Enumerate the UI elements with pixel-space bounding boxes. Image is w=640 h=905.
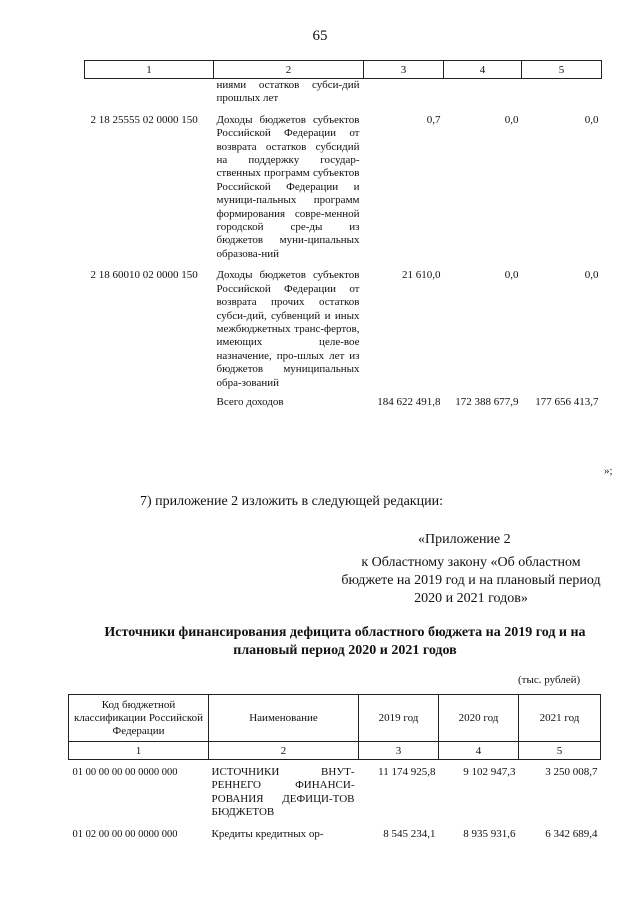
row-value-2019: 21 610,0 [402, 269, 441, 282]
row-name: Доходы бюджетов субъектов Российской Федерации от возврата прочих остатков субси-дий, субвенций и иных межбюджетных транс-фертов, имеющих целе-вое назначение, про-шлых лет из бюджетов муниципальных обра-зований [216, 269, 360, 389]
amendment-item: 7) приложение 2 изложить в следующей редакции: [140, 494, 443, 509]
page-number: 65 [312, 28, 328, 44]
row-value-2020: 172 388 677,9 [455, 395, 519, 408]
table-row [85, 79, 602, 106]
row-value-2021 [522, 79, 602, 106]
row-name: Кредиты кредитных ор- [211, 827, 324, 840]
row-value-2019 [364, 79, 444, 106]
row-value-2019: 8 545 234,1 [383, 827, 436, 840]
header-code: Код бюджетной классификации Российской Федерации [69, 695, 209, 742]
closing-quote: »; [604, 465, 613, 477]
row-value-2021: 6 342 689,4 [545, 827, 598, 840]
row-value-2019: 11 174 925,8 [378, 766, 436, 778]
sources-table [68, 694, 601, 841]
column-number: 3 [364, 61, 444, 79]
row-value-2020: 9 102 947,3 [463, 766, 516, 778]
column-number: 5 [522, 61, 602, 79]
column-number: 3 [359, 742, 439, 760]
income-table [84, 60, 602, 409]
table-row [69, 760, 601, 820]
row-value-2019: 184 622 491,8 [377, 395, 441, 408]
table-row [69, 820, 601, 841]
header-name: Наименование [209, 695, 359, 742]
row-value-2021: 0,0 [584, 269, 599, 282]
row-code [85, 390, 214, 409]
units-label: (тыс. рублей) [518, 674, 581, 686]
column-number: 4 [444, 61, 522, 79]
row-code: 2 18 60010 02 0000 150 [90, 269, 198, 282]
column-number: 4 [439, 742, 519, 760]
row-value-2020: 8 935 931,6 [463, 827, 516, 840]
row-name: ниями остатков субси-дий прошлых лет [216, 79, 360, 105]
row-value-2021: 0,0 [584, 113, 599, 126]
column-number: 5 [519, 742, 601, 760]
row-code: 2 18 25555 02 0000 150 [90, 113, 198, 126]
row-name: Всего доходов [216, 395, 284, 408]
header-2020: 2020 год [439, 695, 519, 742]
row-value-2020 [444, 79, 522, 106]
row-name: Доходы бюджетов субъектов Российской Федерации от возврата остатков субсидий на поддержку государ-ственных программ субъектов Российской Федерации и муници-пальных программ формирования совре-менной городской сре-ды из бюджетов муни-ципальных образова-ний [216, 113, 360, 260]
row-value-2020: 0,0 [504, 269, 519, 282]
annex-title: «Приложение 2 [418, 532, 511, 547]
table-row [85, 106, 602, 261]
row-value-2021: 3 250 008,7 [545, 766, 598, 778]
column-number: 1 [69, 742, 209, 760]
row-code: 01 02 00 00 00 0000 000 [72, 828, 178, 840]
row-value-2021: 177 656 413,7 [535, 395, 599, 408]
row-code: 01 00 00 00 00 0000 000 [72, 767, 178, 778]
column-number: 1 [85, 61, 214, 79]
section-heading: Источники финансирования дефицита областного бюджета на 2019 год и на плановый период 2020 и 2021 годов [104, 625, 586, 658]
table-row [85, 261, 602, 390]
header-2021: 2021 год [519, 695, 601, 742]
sources-table-column-numbers [69, 742, 601, 760]
row-name: ИСТОЧНИКИ ВНУТ-РЕННЕГО ФИНАНСИ-РОВАНИЯ ДЕФИЦИ-ТОВ БЮДЖЕТОВ [211, 766, 355, 819]
annex-subtitle: к Областному закону «Об областном бюджете на 2019 год и на плановый период 2020 и 2021 годов» [341, 555, 601, 606]
sources-table-header [69, 695, 601, 742]
row-value-2020: 0,0 [504, 113, 519, 126]
row-code [85, 79, 214, 106]
total-row [85, 390, 602, 409]
header-2019: 2019 год [359, 695, 439, 742]
column-number: 2 [209, 742, 359, 760]
income-table-column-numbers [85, 61, 602, 79]
row-value-2019: 0,7 [426, 113, 441, 126]
column-number: 2 [214, 61, 364, 79]
